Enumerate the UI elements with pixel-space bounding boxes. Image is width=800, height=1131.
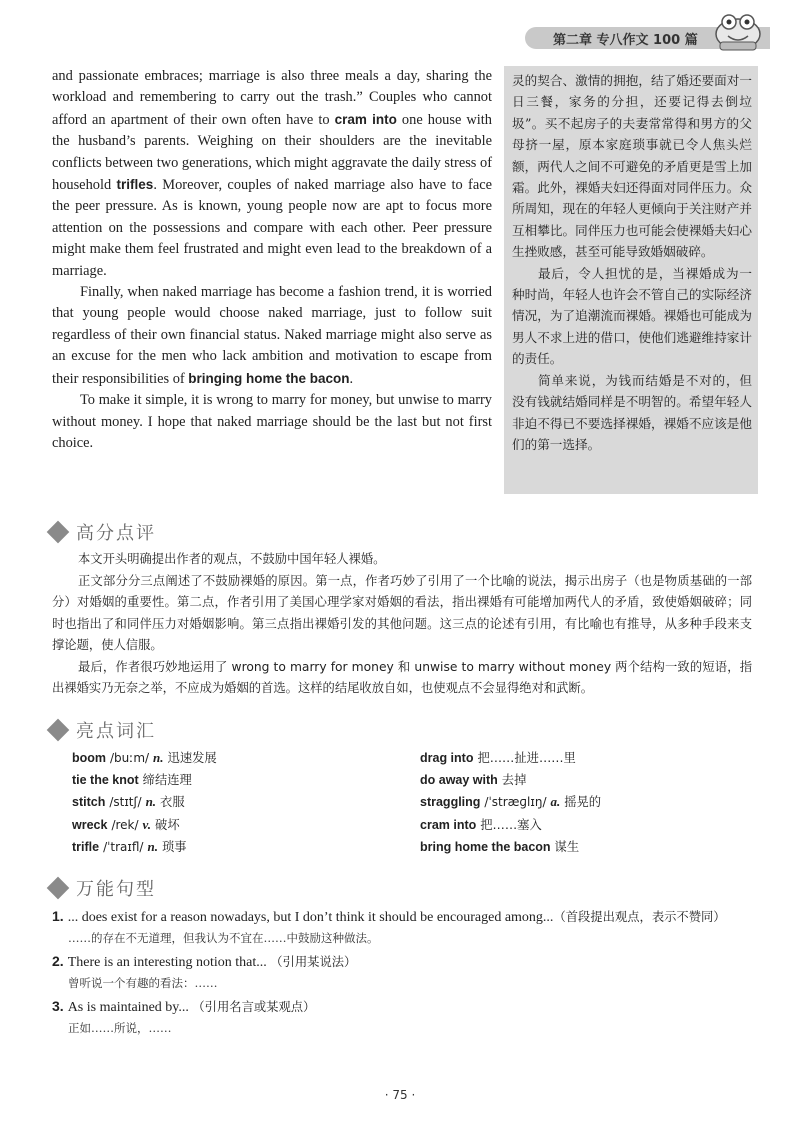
essay-chinese bbox=[512, 70, 752, 455]
mascot-icon bbox=[712, 10, 764, 52]
vocab-item: cram into 把……塞入 bbox=[420, 817, 542, 832]
sentence-pattern-list bbox=[52, 906, 752, 1041]
vocab-list-right bbox=[420, 747, 601, 858]
vocab-item: do away with 去掉 bbox=[420, 773, 527, 788]
vocab-section-heading bbox=[44, 718, 156, 742]
vocab-item: straggling /ˈstræɡlɪŋ/ a. 摇晃的 bbox=[420, 794, 602, 810]
chapter-title: 第二章 专八作文 100 篇 bbox=[553, 33, 698, 48]
review-paragraph: 本文开头明确提出作者的观点，不鼓励中国年轻人裸婚。 bbox=[78, 552, 386, 566]
english-paragraph: and passionate embraces; marriage is also three meals a day, sharing the workload and remembering to carry out the trash.” Couples who cannot afford an apartment of their own often have to cram into one house with the husband’s parents. Weighing on their shoulders are the inevitable conflicts between two generations, which might aggravate the daily stress of household trifles. Moreover, couples of naked marriage also have to face the peer pressure. As is known, young people now are apt to focus more attention on the possessions and compare with each other. Peer pressure might make them feel frustrated and might even lead to the breakdown of a marriage. bbox=[52, 68, 493, 279]
sentence-translation: 正如……所说，…… bbox=[68, 1021, 172, 1035]
vocab-item: stitch /stɪtʃ/ n. 衣服 bbox=[72, 794, 185, 810]
sentences-section-heading bbox=[44, 876, 156, 900]
vocab-item: boom /buːm/ n. 迅速发展 bbox=[72, 750, 217, 765]
vocab-item: bring home the bacon 谋生 bbox=[420, 839, 580, 854]
page-number: · 75 · bbox=[384, 1088, 416, 1102]
diamond-bullet-icon bbox=[47, 521, 70, 544]
vocab-item: wreck /rek/ v. 破坏 bbox=[72, 816, 180, 832]
review-body bbox=[52, 549, 752, 700]
chinese-paragraph: 最后，令人担忧的是，当裸婚成为一种时尚，年轻人也许会不管自己的实际经济情况，为了追潮流而裸婚。裸婚也可能成为男人不求上进的借口，使他们逃避维持家计的责任。 bbox=[512, 265, 752, 367]
sentence-pattern: 2. There is an interesting notion that... （引用某说法） bbox=[52, 953, 357, 970]
sentence-pattern: 3. As is maintained by... （引用名言或某观点） bbox=[52, 998, 316, 1015]
essay-english bbox=[52, 66, 492, 454]
english-paragraph: Finally, when naked marriage has become a fashion trend, it is worried that young people would choose naked marriage, just to follow suit regardless of their own financial status. Naked marriage might also serve as an excuse for the men who lack ambition and motivation to escape from their responsibilities of bringing home the bacon. bbox=[52, 284, 492, 387]
sentence-translation: 曾听说一个有趣的看法：…… bbox=[68, 976, 218, 990]
sentence-pattern: 1. ... does exist for a reason nowadays, but I don’t think it should be encouraged among...（首段提出观点，表示不赞同） bbox=[52, 908, 726, 925]
vocab-item: tie the knot 缔结连理 bbox=[72, 773, 192, 788]
chinese-paragraph: 灵的契合、激情的拥抱，结了婚还要面对一日三餐，家务的分担，还要记得去倒垃圾”。买不起房子的夫妻常常得和男方的父母挤一屋，原本家庭琐事就已令人焦头烂额，两代人之间不可避免的矛盾更是雪上加霜。此外，裸婚夫妇还得面对同伴压力。众所周知，现在的年轻人更倾向于关注财产并互相攀比。同伴压力也可能会使裸婚夫妇心生挫败感，甚至可能导致婚姻破碎。 bbox=[512, 73, 752, 260]
chinese-paragraph: 简单来说，为钱而结婚是不对的，但没有钱就结婚同样是不明智的。希望年轻人非迫不得已不要选择裸婚，裸婚不应该是他们的第一选择。 bbox=[512, 372, 752, 452]
review-paragraph: 最后，作者很巧妙地运用了 wrong to marry for money 和 unwise to marry without money 两个结构一致的短语，指出裸婚实乃无奈之举，不应成为婚姻的首选。这样的结尾收放自如，也使观点不会显得绝对和武断。 bbox=[52, 659, 752, 695]
diamond-bullet-icon bbox=[47, 719, 70, 742]
diamond-bullet-icon bbox=[47, 877, 70, 900]
english-paragraph: To make it simple, it is wrong to marry for money, but unwise to marry without money. I hope that naked marriage should be the last but not first choice. bbox=[52, 392, 492, 451]
review-section-heading bbox=[44, 520, 156, 544]
review-paragraph: 正文部分分三点阐述了不鼓励裸婚的原因。第一点，作者巧妙了引用了一个比喻的说法，揭示出房子（也是物质基础的一部分）对婚姻的重要性。第二点，作者引用了美国心理学家对婚姻的看法，指出裸婚有可能增加两代人的矛盾，致使婚姻破碎；同时也指出了和同伴压力对婚姻影响。第三点指出裸婚引发的其他问题。这三点的论述有引用，有比喻也有推导，从多种手段来支撑论题，使人信服。 bbox=[52, 573, 752, 652]
sentence-translation: ……的存在不无道理，但我认为不宜在……中鼓励这种做法。 bbox=[68, 931, 379, 945]
section-title: 亮点词汇 bbox=[76, 721, 156, 742]
vocab-list-left bbox=[72, 747, 217, 858]
section-title: 万能句型 bbox=[76, 879, 156, 900]
section-title: 高分点评 bbox=[76, 523, 156, 544]
vocab-item: trifle /ˈtraɪfl/ n. 琐事 bbox=[72, 838, 187, 854]
vocab-item: drag into 把……扯进……里 bbox=[420, 751, 576, 765]
